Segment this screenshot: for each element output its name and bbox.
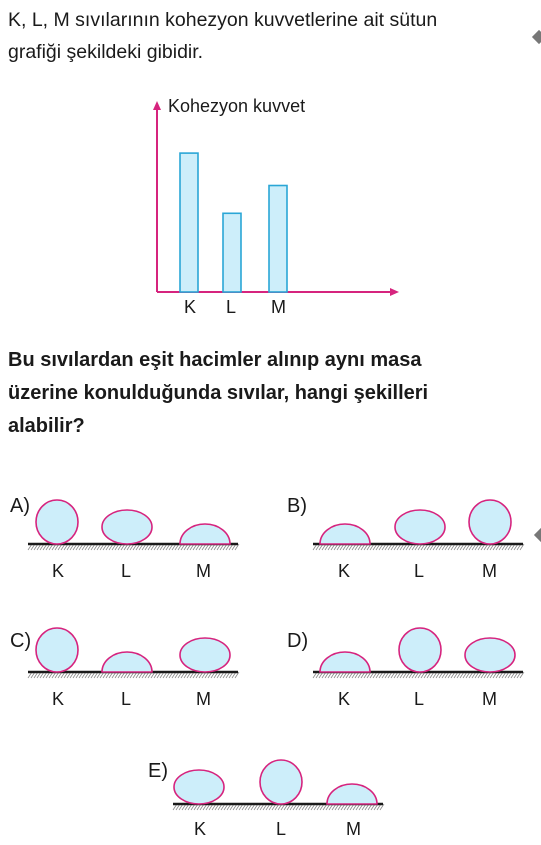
option-b-drop-m [469,500,511,544]
chart-bar-l [223,213,241,292]
option-e-label[interactable]: E) [148,760,168,782]
option-d-drop-k [320,652,370,672]
chart-y-axis-label: Kohezyon kuvvet [168,96,306,116]
option-b-drop-l [395,510,445,544]
option-e-liquid-l: L [276,819,287,839]
option-a-liquid-k: K [52,561,65,581]
option-b-label[interactable]: B) [287,495,307,517]
option-d-drop-m [465,638,515,672]
intro-line-2: grafiği şekildeki gibidir. [8,41,204,63]
question-text [8,344,528,443]
option-d-liquid-m: M [482,689,497,709]
option-b-liquid-l: L [414,561,425,581]
option-e-drop-m [327,784,377,804]
option-a-drop-k [36,500,78,544]
chart-tick-label-l: L [226,297,237,317]
option-d-drop-l [399,628,441,672]
option-e-liquid-m: M [346,819,361,839]
option-e-drop-l [260,760,302,804]
option-d-liquid-k: K [338,689,351,709]
chart-y-axis-arrow [153,101,161,110]
option-c-liquid-m: M [196,689,211,709]
chart-tick-label-m: M [271,297,286,317]
option-e-drop-k [174,770,224,804]
question-line-2: üzerine konulduğunda sıvılar, hangi şekilleri [8,382,429,404]
chart-bar-m [269,186,287,292]
chart-tick-label-k: K [184,297,197,317]
option-a-liquid-m: M [196,561,211,581]
option-d-liquid-l: L [414,689,425,709]
option-c-drop-m [180,638,230,672]
chart-x-axis-arrow [390,288,399,296]
option-b-drop-k [320,524,370,544]
option-a-liquid-l: L [121,561,132,581]
option-c-liquid-l: L [121,689,132,709]
intro-line-1: K, L, M sıvılarının kohezyon kuvvetlerine ait sütun [8,9,438,31]
option-b-liquid-k: K [338,561,351,581]
option-a-drop-l [102,510,152,544]
option-c-drop-l [102,652,152,672]
option-c-label[interactable]: C) [10,630,32,652]
question-line-1: Bu sıvılardan eşit hacimler alınıp aynı masa [8,349,422,371]
option-e-liquid-k: K [194,819,207,839]
option-a-label[interactable]: A) [10,495,30,517]
option-c-liquid-k: K [52,689,65,709]
option-a-drop-m [180,524,230,544]
option-d-label[interactable]: D) [287,630,309,652]
option-b-liquid-m: M [482,561,497,581]
chart-bar-k [180,153,198,292]
question-line-3: alabilir? [8,415,85,437]
option-c-drop-k [36,628,78,672]
